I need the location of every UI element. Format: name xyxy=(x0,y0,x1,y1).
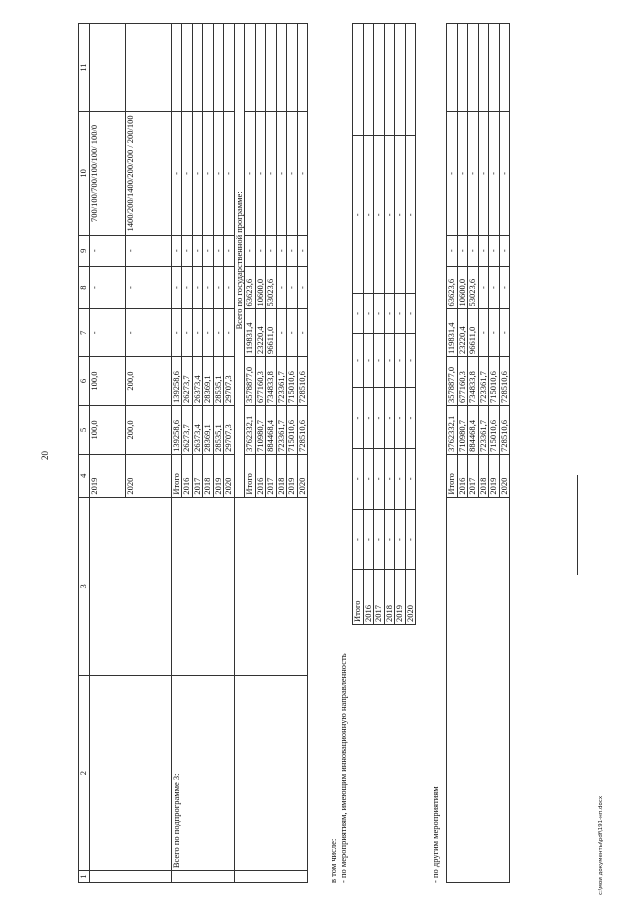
value-cell: 28535,1 xyxy=(213,405,224,454)
indicator-cell: - xyxy=(203,112,214,236)
value-cell xyxy=(125,24,171,112)
value-cell: 884468,4 xyxy=(266,405,277,454)
value-cell: 28535,1 xyxy=(213,357,224,406)
value-cell: 3762332,1 xyxy=(447,405,458,454)
innovation-label: - по мероприятиям, имеющим инновационную направленность xyxy=(338,653,348,883)
value-cell: - xyxy=(192,266,203,309)
value-cell: 29707,3 xyxy=(224,357,235,406)
value-cell xyxy=(395,24,406,136)
year-cell: 2019 xyxy=(395,570,406,625)
year-cell: 2019 xyxy=(213,454,224,497)
value-cell: 100,0 xyxy=(89,405,125,454)
value-cell: 29707,3 xyxy=(224,405,235,454)
value-cell: - xyxy=(395,333,406,388)
year-cell: 2016 xyxy=(255,454,266,497)
indicator-cell: - xyxy=(182,112,193,236)
value-cell: 884468,4 xyxy=(468,405,479,454)
indicator-cell: - xyxy=(499,112,510,236)
value-cell: - xyxy=(266,235,277,266)
value-cell: 23220,4 xyxy=(457,309,468,357)
value-cell: - xyxy=(447,235,458,266)
separator-line xyxy=(577,475,578,575)
value-cell: - xyxy=(125,266,171,309)
col-num-5: 5 xyxy=(79,405,90,454)
year-cell: Итого xyxy=(447,454,458,497)
year-cell: 2016 xyxy=(182,454,193,497)
value-cell: 26373,4 xyxy=(192,405,203,454)
value-cell: - xyxy=(276,235,287,266)
value-cell xyxy=(182,24,193,112)
col-num-10: 10 xyxy=(79,112,90,236)
year-cell: 2018 xyxy=(203,454,214,497)
value-cell: 715010,6 xyxy=(489,405,500,454)
value-cell: - xyxy=(478,235,489,266)
table-row xyxy=(374,24,385,625)
empty-cell xyxy=(234,676,308,871)
value-cell: 728510,6 xyxy=(499,357,510,406)
section-heading-row xyxy=(234,24,245,883)
indicator-cell: - xyxy=(171,112,182,236)
value-cell: - xyxy=(353,136,364,294)
value-cell: - xyxy=(255,235,266,266)
indicator-cell: 700/100/700/100/100/ 100/0 xyxy=(89,112,125,236)
value-cell: 723361,7 xyxy=(276,405,287,454)
value-cell: 10600,0 xyxy=(457,266,468,309)
value-cell: 677160,3 xyxy=(255,357,266,406)
value-cell: 200,0 xyxy=(125,405,171,454)
value-cell xyxy=(457,24,468,112)
main-table xyxy=(78,23,308,883)
value-cell: - xyxy=(384,136,395,294)
value-cell: 715010,6 xyxy=(489,357,500,406)
value-cell xyxy=(287,24,298,112)
table-row xyxy=(384,24,395,625)
value-cell: 96611,0 xyxy=(468,309,479,357)
value-cell: - xyxy=(489,235,500,266)
year-cell: Итого xyxy=(245,454,256,497)
value-cell xyxy=(213,24,224,112)
value-cell: 139258,6 xyxy=(171,405,182,454)
value-cell: 53023,6 xyxy=(266,266,277,309)
value-cell: - xyxy=(125,235,171,266)
value-cell: 710980,7 xyxy=(457,405,468,454)
value-cell: 26373,4 xyxy=(192,357,203,406)
value-cell: - xyxy=(353,388,364,449)
value-cell: - xyxy=(224,266,235,309)
value-cell xyxy=(468,24,479,112)
value-cell: - xyxy=(287,309,298,357)
table-row xyxy=(171,24,182,883)
value-cell: - xyxy=(395,388,406,449)
value-cell: 10600,0 xyxy=(255,266,266,309)
table-row xyxy=(89,24,125,883)
value-cell: - xyxy=(478,266,489,309)
col-num-6: 6 xyxy=(79,357,90,406)
table-row xyxy=(353,24,364,625)
value-cell: - xyxy=(353,448,364,509)
value-cell: - xyxy=(213,235,224,266)
page-number: 20 xyxy=(40,451,50,460)
table-row xyxy=(447,24,458,883)
value-cell: - xyxy=(384,388,395,449)
col-num-11: 11 xyxy=(79,24,90,112)
value-cell: 710980,7 xyxy=(255,405,266,454)
value-cell: - xyxy=(276,266,287,309)
col-num-3: 3 xyxy=(79,497,90,675)
including-label: в том числе: xyxy=(328,838,338,883)
value-cell: - xyxy=(489,309,500,357)
value-cell: 723361,7 xyxy=(478,405,489,454)
value-cell xyxy=(171,24,182,112)
value-cell: - xyxy=(405,448,416,509)
value-cell: 734833,8 xyxy=(266,357,277,406)
value-cell: - xyxy=(468,235,479,266)
value-cell xyxy=(353,24,364,136)
value-cell: - xyxy=(182,309,193,357)
value-cell: - xyxy=(182,266,193,309)
value-cell: 723361,7 xyxy=(478,357,489,406)
year-cell: Итого xyxy=(353,570,364,625)
value-cell: - xyxy=(213,309,224,357)
innovation-table xyxy=(352,23,416,625)
value-cell: 715010,6 xyxy=(287,357,298,406)
empty-cell xyxy=(447,497,510,882)
indicator-cell: - xyxy=(213,112,224,236)
value-cell xyxy=(363,24,374,136)
value-cell: - xyxy=(405,388,416,449)
indicator-cell: - xyxy=(457,112,468,236)
value-cell: - xyxy=(384,509,395,570)
value-cell: - xyxy=(89,235,125,266)
value-cell: - xyxy=(171,309,182,357)
indicator-cell: - xyxy=(245,112,256,236)
indicator-cell: - xyxy=(287,112,298,236)
year-cell: 2017 xyxy=(374,570,385,625)
value-cell xyxy=(89,24,125,112)
indicator-cell: - xyxy=(192,112,203,236)
value-cell: 728510,6 xyxy=(297,357,308,406)
value-cell xyxy=(255,24,266,112)
column-number-row xyxy=(79,24,90,883)
value-cell: 734833,8 xyxy=(468,357,479,406)
year-cell: 2018 xyxy=(384,570,395,625)
value-cell: 200,0 xyxy=(125,357,171,406)
year-cell: 2017 xyxy=(192,454,203,497)
value-cell: - xyxy=(405,136,416,294)
value-cell xyxy=(266,24,277,112)
value-cell: 715010,6 xyxy=(287,405,298,454)
value-cell: - xyxy=(457,235,468,266)
col-num-2: 2 xyxy=(79,676,90,871)
indicator-cell: - xyxy=(297,112,308,236)
value-cell: - xyxy=(125,309,171,357)
empty-cell xyxy=(234,497,308,675)
value-cell: - xyxy=(384,448,395,509)
year-cell: 2016 xyxy=(457,454,468,497)
table-row xyxy=(405,24,416,625)
col-num-4: 4 xyxy=(79,454,90,497)
value-cell xyxy=(276,24,287,112)
year-cell: 2017 xyxy=(468,454,479,497)
value-cell xyxy=(224,24,235,112)
year-cell: 2020 xyxy=(125,454,171,497)
indicator-cell: - xyxy=(266,112,277,236)
year-cell: 2020 xyxy=(499,454,510,497)
value-cell: 3762332,1 xyxy=(245,405,256,454)
value-cell xyxy=(489,24,500,112)
value-cell: - xyxy=(297,266,308,309)
table-row xyxy=(363,24,374,625)
year-cell: 2016 xyxy=(363,570,374,625)
value-cell: - xyxy=(353,333,364,388)
value-cell: - xyxy=(203,235,214,266)
value-cell: - xyxy=(353,509,364,570)
value-cell xyxy=(203,24,214,112)
value-cell: - xyxy=(203,266,214,309)
value-cell: - xyxy=(182,235,193,266)
state-program-heading: Всего по государственной программе: xyxy=(234,24,245,498)
value-cell: - xyxy=(374,333,385,388)
value-cell: - xyxy=(395,136,406,294)
indicator-cell: - xyxy=(224,112,235,236)
value-cell: 728510,6 xyxy=(297,405,308,454)
value-cell: - xyxy=(89,266,125,309)
indicator-cell: - xyxy=(276,112,287,236)
value-cell: - xyxy=(405,294,416,333)
value-cell: - xyxy=(287,235,298,266)
value-cell xyxy=(374,24,385,136)
value-cell: - xyxy=(499,309,510,357)
value-cell: 26273,7 xyxy=(182,405,193,454)
value-cell: - xyxy=(489,266,500,309)
value-cell: 96611,0 xyxy=(266,309,277,357)
value-cell: - xyxy=(363,136,374,294)
value-cell: - xyxy=(395,448,406,509)
value-cell: - xyxy=(192,235,203,266)
other-label: - по другим мероприятиям xyxy=(430,786,440,883)
indicator-cell: - xyxy=(489,112,500,236)
year-cell: Итого xyxy=(171,454,182,497)
value-cell: - xyxy=(499,235,510,266)
value-cell: 723361,7 xyxy=(276,357,287,406)
value-cell: - xyxy=(363,294,374,333)
value-cell: 3578877,0 xyxy=(447,357,458,406)
value-cell: - xyxy=(224,235,235,266)
value-cell: 28369,1 xyxy=(203,405,214,454)
value-cell: - xyxy=(374,388,385,449)
value-cell: - xyxy=(353,294,364,333)
indicator-cell: - xyxy=(447,112,458,236)
value-cell: - xyxy=(297,235,308,266)
year-cell: 2017 xyxy=(266,454,277,497)
year-cell: 2019 xyxy=(489,454,500,497)
value-cell: - xyxy=(287,266,298,309)
empty-cell xyxy=(171,497,234,675)
value-cell: - xyxy=(203,309,214,357)
value-cell xyxy=(447,24,458,112)
value-cell: - xyxy=(171,235,182,266)
value-cell: - xyxy=(384,333,395,388)
value-cell: - xyxy=(374,294,385,333)
value-cell: - xyxy=(363,388,374,449)
indicator-cell: - xyxy=(468,112,479,236)
other-measures-table xyxy=(446,23,510,883)
value-cell: - xyxy=(297,309,308,357)
value-cell: - xyxy=(171,266,182,309)
year-cell: 2018 xyxy=(478,454,489,497)
value-cell: 26273,7 xyxy=(182,357,193,406)
col-num-8: 8 xyxy=(79,266,90,309)
col-num-7: 7 xyxy=(79,309,90,357)
value-cell: - xyxy=(224,309,235,357)
value-cell: - xyxy=(363,509,374,570)
value-cell xyxy=(478,24,489,112)
value-cell: 63623,6 xyxy=(447,266,458,309)
value-cell xyxy=(297,24,308,112)
value-cell: 28369,1 xyxy=(203,357,214,406)
value-cell: - xyxy=(245,235,256,266)
indicator-cell: - xyxy=(255,112,266,236)
value-cell: 728510,6 xyxy=(499,405,510,454)
value-cell: 23220,4 xyxy=(255,309,266,357)
value-cell: 63623,6 xyxy=(245,266,256,309)
value-cell: - xyxy=(374,136,385,294)
value-cell: - xyxy=(384,294,395,333)
empty-cell xyxy=(171,871,234,883)
value-cell: 100,0 xyxy=(89,357,125,406)
value-cell: - xyxy=(276,309,287,357)
value-cell: - xyxy=(478,309,489,357)
value-cell: 119831,4 xyxy=(245,309,256,357)
value-cell: - xyxy=(363,333,374,388)
value-cell: 3578877,0 xyxy=(245,357,256,406)
table-row xyxy=(395,24,406,625)
value-cell: - xyxy=(363,448,374,509)
empty-cell xyxy=(234,871,308,883)
value-cell: - xyxy=(213,266,224,309)
value-cell: - xyxy=(405,333,416,388)
footer-file-path: c:\мои документы\pdf\191-нп.docx xyxy=(598,795,604,895)
col-num-1: 1 xyxy=(79,871,90,883)
value-cell: - xyxy=(405,509,416,570)
value-cell: 677160,3 xyxy=(457,357,468,406)
year-cell: 2020 xyxy=(405,570,416,625)
value-cell: - xyxy=(395,509,406,570)
value-cell xyxy=(245,24,256,112)
year-cell: 2020 xyxy=(297,454,308,497)
year-cell: 2018 xyxy=(276,454,287,497)
subprogram-total-label: Всего по подпрограмме 3: xyxy=(171,676,234,871)
value-cell: - xyxy=(395,294,406,333)
value-cell: 53023,6 xyxy=(468,266,479,309)
value-cell xyxy=(499,24,510,112)
value-cell: 119831,4 xyxy=(447,309,458,357)
col-num-9: 9 xyxy=(79,235,90,266)
year-cell: 2019 xyxy=(89,454,125,497)
value-cell: - xyxy=(499,266,510,309)
indicator-cell: - xyxy=(478,112,489,236)
value-cell: 139258,6 xyxy=(171,357,182,406)
indicator-cell: 1400/200/1400/200/200 / 200/100 xyxy=(125,112,171,236)
value-cell xyxy=(405,24,416,136)
value-cell: - xyxy=(374,448,385,509)
value-cell xyxy=(384,24,395,136)
value-cell xyxy=(192,24,203,112)
value-cell: - xyxy=(89,309,125,357)
year-cell: 2020 xyxy=(224,454,235,497)
value-cell: - xyxy=(192,309,203,357)
year-cell: 2019 xyxy=(287,454,298,497)
value-cell: - xyxy=(374,509,385,570)
